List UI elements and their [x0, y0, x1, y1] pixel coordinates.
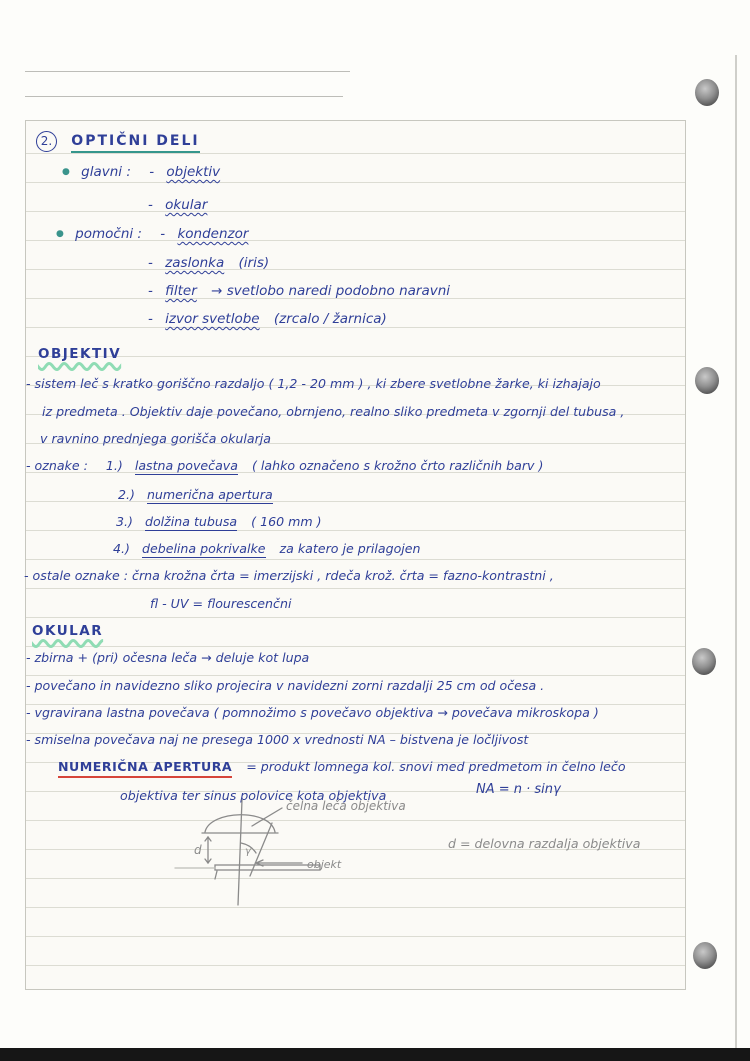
punch-hole: [695, 79, 719, 106]
note-line-aux-parts: [148, 256, 269, 271]
item-number: 2.): [118, 487, 135, 502]
term-kondenzor: kondenzor: [177, 226, 249, 242]
d-label: d: [194, 843, 202, 857]
term-detail: ( 160 mm ): [251, 514, 322, 529]
note-line-aux-parts: [56, 227, 248, 242]
item-number: 4.): [113, 541, 130, 556]
item-number: 3.): [116, 514, 133, 529]
term-lastna-povecava: lastna povečava: [134, 458, 238, 473]
note-line-oznake: [118, 488, 283, 502]
note-line: iz predmeta . Objektiv daje povečano, obrnjeno, realno sliko predmeta v zgornji del tubusa ,: [42, 404, 625, 419]
term-okular: okular: [165, 197, 208, 213]
note-line-main-parts: [62, 165, 220, 180]
definition-text: = produkt lomnega kol. snovi med predmetom in čelno lečo: [246, 759, 626, 774]
note-line-oznake: [26, 459, 543, 473]
punch-hole: [693, 942, 717, 969]
circled-number: 2.: [36, 131, 57, 152]
section-heading-objektiv: [38, 347, 121, 362]
term-zaslonka: zaslonka: [165, 255, 225, 271]
lens-label: čelna leča objektiva: [286, 799, 406, 813]
term-detail: → svetlobo naredi podobno naravni: [211, 283, 451, 299]
lens-dome-curve: [205, 815, 275, 832]
note-line: - ostale oznake : črna krožna črta = imerzijski , rdeča krož. črta = fazno-kontrastni ,: [24, 568, 554, 583]
note-line: - povečano in navidezno sliko projecira v navidezni zorni razdalji 25 cm od očesa .: [26, 678, 545, 693]
optical-axis-line: [238, 800, 242, 905]
page-title: OPTIČNI DELI: [71, 133, 199, 153]
list-dash: -: [148, 311, 153, 327]
note-line: - smiselna povečava naj ne presega 1000 x vrednosti NA – bistvena je ločljivost: [26, 732, 529, 747]
diagram-caption: d = delovna razdalja objektiva: [448, 836, 641, 851]
note-line: fl - UV = flourescenčni: [150, 596, 292, 611]
list-dash: -: [160, 226, 166, 242]
term-filter: filter: [165, 283, 197, 299]
section-heading-okular: [32, 624, 103, 639]
note-line: - vgravirana lastna povečava ( pomnožimo s povečavo objektiva → povečava mikroskopa ): [26, 705, 599, 720]
term-dolzina-tubusa: dolžina tubusa: [144, 514, 238, 529]
oznake-label: - oznake :: [26, 458, 88, 473]
objekt-label: objekt: [307, 858, 342, 871]
list-dash: -: [148, 283, 153, 299]
faded-header-line: [25, 96, 343, 97]
term-izvor-svetlobe: izvor svetlobe: [165, 311, 260, 327]
bullet-dot-icon: ●: [62, 167, 70, 177]
term-numericna-apertura-def: NUMERIČNA APERTURA: [58, 759, 232, 778]
item-number: 1.): [105, 458, 123, 473]
term-objektiv: objektiv: [166, 164, 221, 180]
list-dash: -: [148, 197, 153, 213]
na-formula: NA = n · sinγ: [476, 782, 561, 797]
note-line-aux-parts: [148, 312, 387, 327]
note-line-oznake: [113, 542, 421, 556]
slide-rect: [215, 865, 320, 870]
slide-edge-tick: [215, 871, 217, 879]
main-parts-label: glavni :: [81, 164, 131, 180]
heading-text: OKULAR: [32, 623, 104, 639]
section-title-row: [36, 131, 200, 152]
bullet-dot-icon: ●: [56, 229, 64, 239]
term-numericna-apertura: numerična apertura: [146, 487, 273, 502]
heading-text: OBJEKTIV: [38, 346, 122, 362]
list-dash: -: [148, 255, 153, 271]
term-detail: ( lahko označeno s krožno črto različnih barv ): [251, 458, 544, 473]
aux-parts-label: pomočni :: [75, 226, 142, 242]
note-line-oznake: [116, 515, 322, 529]
punch-hole: [695, 367, 719, 394]
note-line: - zbirna + (pri) očesna leča → deluje kot lupa: [26, 650, 310, 665]
angle-gamma-label: γ: [245, 846, 251, 857]
page-edge-shadow: [735, 55, 737, 1049]
term-debelina-pokrivalke: debelina pokrivalke: [141, 541, 266, 556]
term-detail: (iris): [238, 255, 270, 271]
note-line-aux-parts: [148, 284, 450, 299]
note-line-numericna-apertura: [58, 760, 626, 774]
term-detail: (zrcalo / žarnica): [273, 311, 387, 327]
scan-bottom-edge: [0, 1048, 750, 1061]
list-dash: -: [149, 164, 155, 180]
objective-lens-diagram: [160, 793, 460, 911]
note-line: objektiva ter sinus polovice kota objektiva: [120, 788, 387, 803]
note-line: v ravnino prednjega gorišča okularja: [40, 431, 272, 446]
term-detail: za katero je prilagojen: [279, 541, 421, 556]
punch-hole: [692, 648, 716, 675]
faded-header-line: [25, 71, 350, 72]
note-line-main-parts: [148, 198, 207, 213]
note-line: - sistem leč s kratko goriščno razdaljo ( 1,2 - 20 mm ) , ki zbere svetlobne žarke, ki izhajajo: [26, 376, 601, 391]
